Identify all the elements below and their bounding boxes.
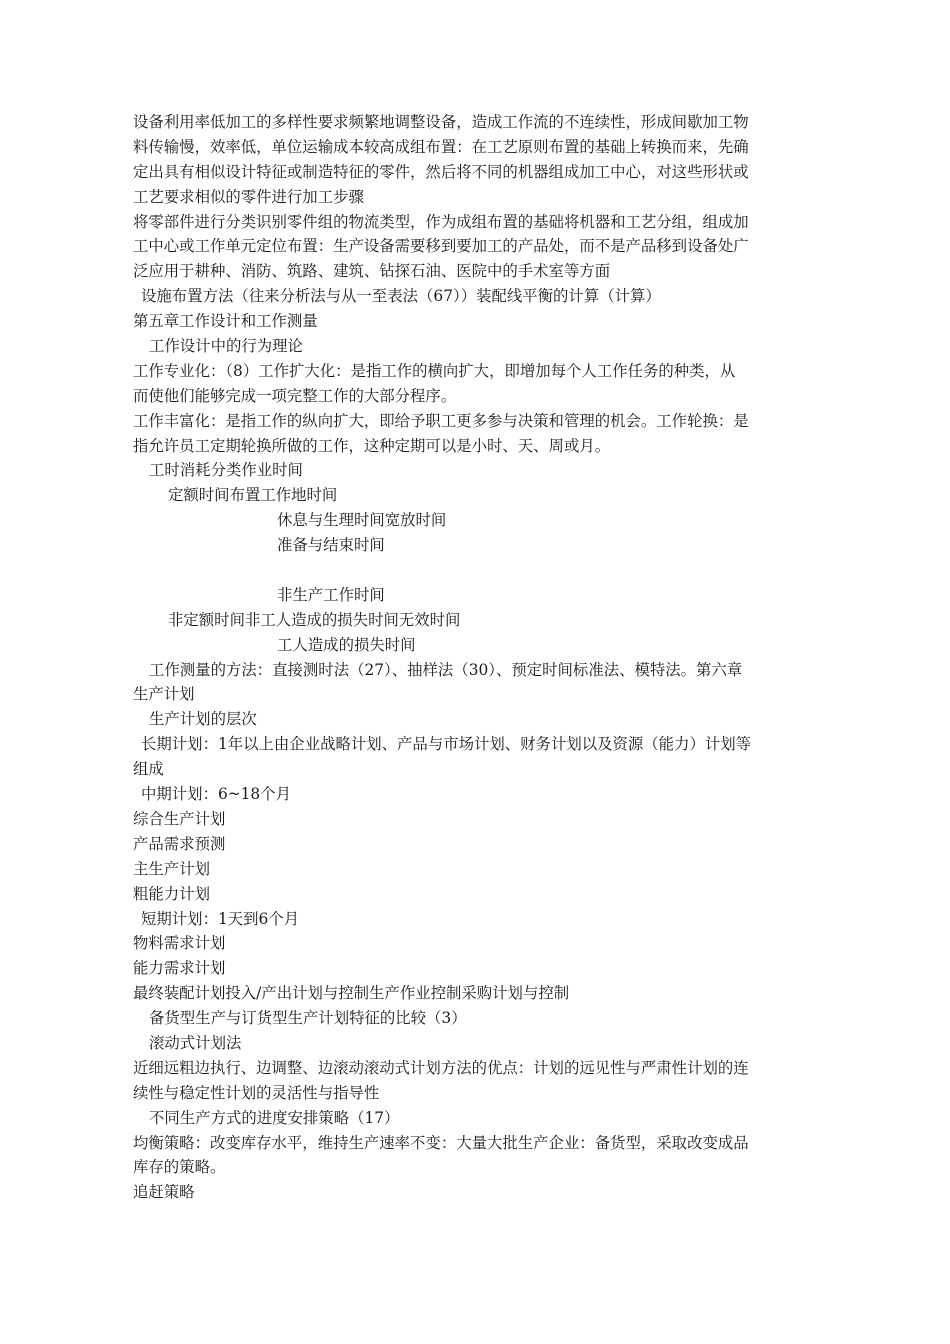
text-line: 指允许员工定期轮换所做的工作，这种定期可以是小时、天、周或月。	[133, 436, 611, 455]
text-line: 工作专业化：（8）工作扩大化：是指工作的横向扩大，即增加每个人工作任务的种类，从	[133, 361, 736, 380]
text-line: 均衡策略：改变库存水平，维持生产速率不变：大量大批生产企业：备货型，采取改变成品	[133, 1133, 749, 1152]
section-heading: 设施布置方法（往来分析法与从一至表法（67））装配线平衡的计算（计算）	[141, 287, 661, 306]
text-line: 将零部件进行分类识别零件组的物流类型，作为成组布置的基础将机器和工艺分组，组成加	[133, 212, 749, 231]
text-line: 工艺要求相似的零件进行加工步骤	[133, 187, 364, 206]
text-line: 组成	[133, 760, 164, 779]
text-line: 工人造成的损失时间	[277, 635, 416, 654]
section-heading: 滚动式计划法	[149, 1033, 242, 1052]
text-line: 料传输慢，效率低，单位运输成本较高成组布置：在工艺原则布置的基础上转换而来，先确	[133, 137, 749, 156]
text-line: 物料需求计划	[133, 934, 226, 953]
text-line: 定出具有相似设计特征或制造特征的零件，然后将不同的机器组成加工中心，对这些形状或	[133, 162, 749, 181]
text-line: 准备与结束时间	[277, 536, 385, 555]
text-line: 休息与生理时间宽放时间	[277, 511, 447, 530]
chapter-heading: 生产计划	[133, 685, 195, 704]
text-line: 泛应用于耕种、消防、筑路、建筑、钻探石油、医院中的手术室等方面	[133, 262, 611, 281]
section-heading: 生产计划的层次	[149, 710, 257, 729]
text-line: 产品需求预测	[133, 834, 226, 853]
section-heading: 不同生产方式的进度安排策略（17）	[149, 1108, 400, 1127]
text-line: 工作测量的方法：直接测时法（27）、抽样法（30）、预定时间标准法、模特法。第六章	[149, 660, 743, 679]
text-line: 近细远粗边执行、边调整、边滚动滚动式计划方法的优点：计划的远见性与严肃性计划的连	[133, 1058, 749, 1077]
text-line: 粗能力计划	[133, 884, 210, 903]
text-line: 综合生产计划	[133, 809, 226, 828]
text-line: 非定额时间非工人造成的损失时间无效时间	[168, 610, 461, 629]
text-line: 最终装配计划投入/产出计划与控制生产作业控制采购计划与控制	[133, 984, 570, 1003]
section-heading: 备货型生产与订货型生产计划特征的比较（3）	[149, 1009, 467, 1028]
text-line: 库存的策略。	[133, 1158, 226, 1177]
document-page	[133, 110, 819, 1205]
text-line: 主生产计划	[133, 859, 210, 878]
section-heading: 工作设计中的行为理论	[149, 337, 303, 356]
text-line: 设备利用率低加工的多样性要求频繁地调整设备，造成工作流的不连续性，形成间歇加工物	[133, 113, 749, 131]
text-line: 长期计划：1年以上由企业战略计划、产品与市场计划、财务计划以及资源（能力）计划等	[141, 735, 752, 754]
section-heading: 工时消耗分类作业时间	[149, 461, 303, 480]
text-line: 非生产工作时间	[277, 585, 385, 604]
text-line: 定额时间布置工作地时间	[168, 486, 338, 505]
text-line: 追赶策略	[133, 1183, 195, 1202]
text-line: 工中心或工作单元定位布置：生产设备需要移到要加工的产品处，而不是产品移到设备处广	[133, 237, 749, 256]
blank-line	[133, 558, 819, 583]
text-line: 中期计划：6~18个月	[141, 785, 292, 804]
text-line: 短期计划：1天到6个月	[141, 909, 300, 928]
text-line: 续性与稳定性计划的灵活性与指导性	[133, 1083, 380, 1102]
text-line: 而使他们能够完成一项完整工作的大部分程序。	[133, 386, 457, 405]
chapter-heading: 第五章工作设计和工作测量	[133, 312, 318, 331]
text-line: 工作丰富化：是指工作的纵向扩大，即给予职工更多参与决策和管理的机会。工作轮换：是	[133, 411, 749, 430]
text-line: 能力需求计划	[133, 959, 226, 978]
